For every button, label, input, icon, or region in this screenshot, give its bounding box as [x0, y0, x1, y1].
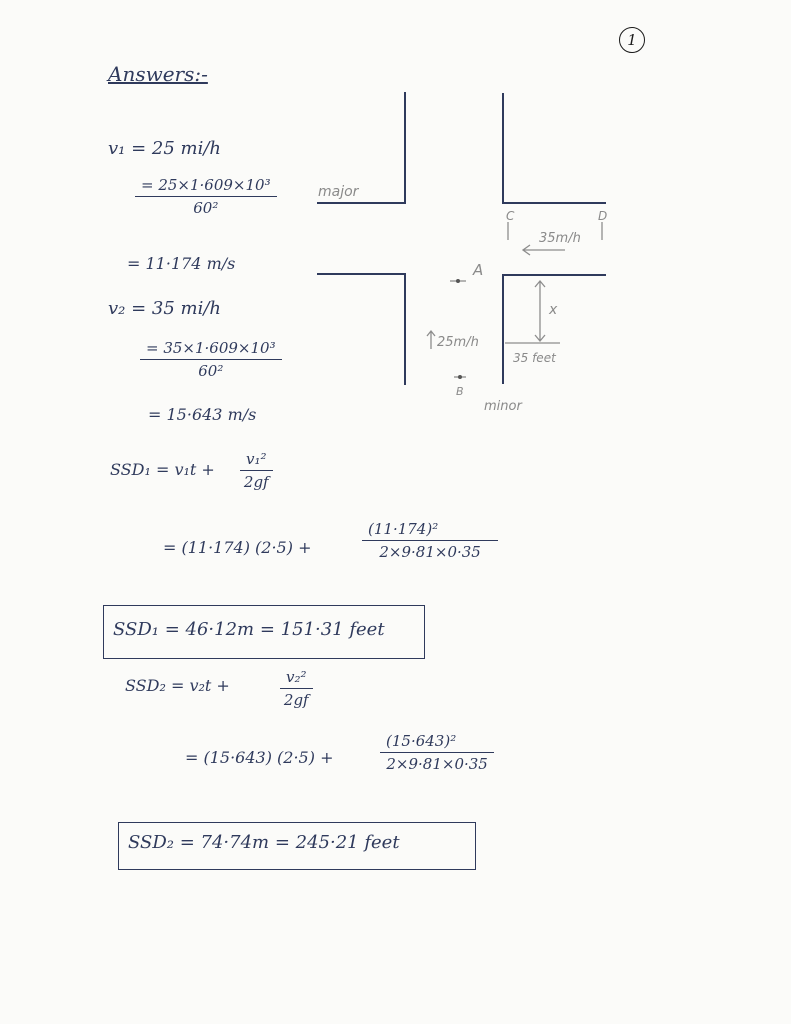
distance-35-label: 35 feet	[513, 351, 556, 365]
point-a-label: A	[473, 261, 484, 279]
distance-x-label: x	[549, 302, 558, 318]
v1-numerator: = 25×1·609×10³	[135, 176, 277, 197]
ssd1-formula-den: 2gf	[243, 473, 269, 491]
ssd2-sub-num: (15·643)²	[380, 732, 494, 753]
major-label: major	[318, 184, 359, 200]
v2-line: v₂ = 35 mi/h	[108, 298, 222, 319]
arrow-x	[535, 281, 545, 341]
ssd1-sub-num: (11·174)²	[362, 520, 498, 541]
v1-denominator: 60²	[193, 199, 219, 217]
ssd2-sub-den: 2×9·81×0·35	[386, 755, 488, 773]
road-edge-bottom-left	[317, 274, 405, 385]
road-edge-top-right	[503, 93, 606, 203]
v2-numerator: = 35×1·609×10³	[140, 339, 282, 360]
point-a-dot	[456, 279, 460, 283]
ssd1-sub-den: 2×9·81×0·35	[379, 543, 481, 561]
page-heading: Answers:-	[108, 62, 208, 86]
ssd1-formula-num: v₁²	[240, 450, 273, 471]
ssd2-formula-lhs: SSD₂ = v₂t +	[125, 676, 230, 695]
minor-label: minor	[484, 399, 522, 414]
road-edge-bottom-right	[503, 275, 606, 384]
v2-denominator: 60²	[198, 362, 224, 380]
arrow-major-speed	[523, 245, 565, 255]
speed-major-label: 35m/h	[539, 231, 581, 246]
v2-result: = 15·643 m/s	[148, 405, 257, 424]
v1-result: = 11·174 m/s	[127, 254, 236, 273]
point-b-label: B	[456, 385, 464, 398]
speed-minor-label: 25m/h	[437, 335, 479, 350]
ssd2-formula-den: 2gf	[283, 691, 309, 709]
page-number: 1	[627, 31, 637, 49]
ssd2-formula-num: v₂²	[280, 668, 313, 689]
ssd2-answer: SSD₂ = 74·74m = 245·21 feet	[128, 832, 400, 853]
ssd1-formula-lhs: SSD₁ = v₁t +	[110, 460, 215, 479]
ssd1-sub-lhs: = (11·174) (2·5) +	[163, 538, 312, 557]
ssd2-sub-lhs: = (15·643) (2·5) +	[185, 748, 334, 767]
v1-line: v₁ = 25 mi/h	[108, 138, 222, 159]
arrow-minor-speed	[427, 331, 435, 349]
ssd1-answer: SSD₁ = 46·12m = 151·31 feet	[113, 619, 385, 640]
point-b-dot	[458, 375, 462, 379]
point-d-label: D	[598, 209, 608, 223]
point-c-label: C	[506, 209, 515, 223]
